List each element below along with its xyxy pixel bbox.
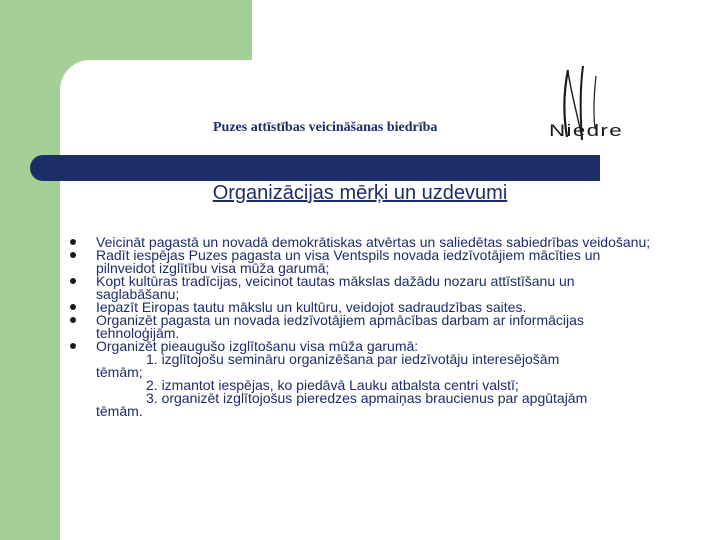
decor-green-strip [0,0,60,540]
list-item [70,340,655,418]
bullet-dot-icon [70,317,76,323]
list-item [70,249,655,275]
list-item-text: Radīt iespējas Puzes pagasta un visa Ventspils novada iedzīvotājiem mācīties un pilnveidot izglītību visa mūža garumā; [96,247,601,276]
sub-item-text: 3. organizēt izglītojošus pieredzes apmaiņas braucienus par apgūtajām [146,390,588,406]
sub-item-continuation: tēmām; [96,364,143,380]
list-item-text: Organizēt pieaugušo izglītošanu visa mūža garumā: [96,338,419,354]
list-item-text: Organizēt pagasta un novada iedzīvotājiem apmācības darbam ar informācijas tehnoloģijām. [96,312,584,341]
sub-item-text: 1. izglītojošu semināru organizēšana par iedzīvotāju interesējošām [146,351,560,367]
bullet-dot-icon [70,304,76,310]
header-divider-bar [30,155,600,181]
slide-title: Organizācijas mērķi un uzdevumi [212,182,508,204]
list-item-text: Iepazīt Eiropas tautu mākslu un kultūru, veidojot sadraudzības saites. [96,299,527,315]
list-item-text: Kopt kultūras tradīcijas, veicinot tautas mākslas dažādu nozaru attīstīšanu un saglabāšanu; [96,273,575,302]
logo-wordmark: Niedre [549,121,623,140]
list-item-text: Veicināt pagastā un novadā demokrātiskas atvērtas un saliedētas sabiedrības veidošanu; [96,234,651,250]
niedre-logo [540,62,630,147]
bullet-dot-icon [70,252,76,258]
bullet-dot-icon [70,278,76,284]
objectives-list [70,236,655,418]
bullet-dot-icon [70,239,76,245]
list-item [70,314,655,340]
bullet-dot-icon [70,343,76,349]
sub-item [96,353,655,379]
list-item [70,275,655,301]
sub-item [96,392,655,418]
sub-item-continuation: tēmām. [96,403,143,419]
sub-item-text: 2. izmantot iespējas, ko piedāvā Lauku atbalsta centri valstī; [146,377,519,393]
organization-name: Puzes attīstības veicināšanas biedrība [213,120,438,135]
